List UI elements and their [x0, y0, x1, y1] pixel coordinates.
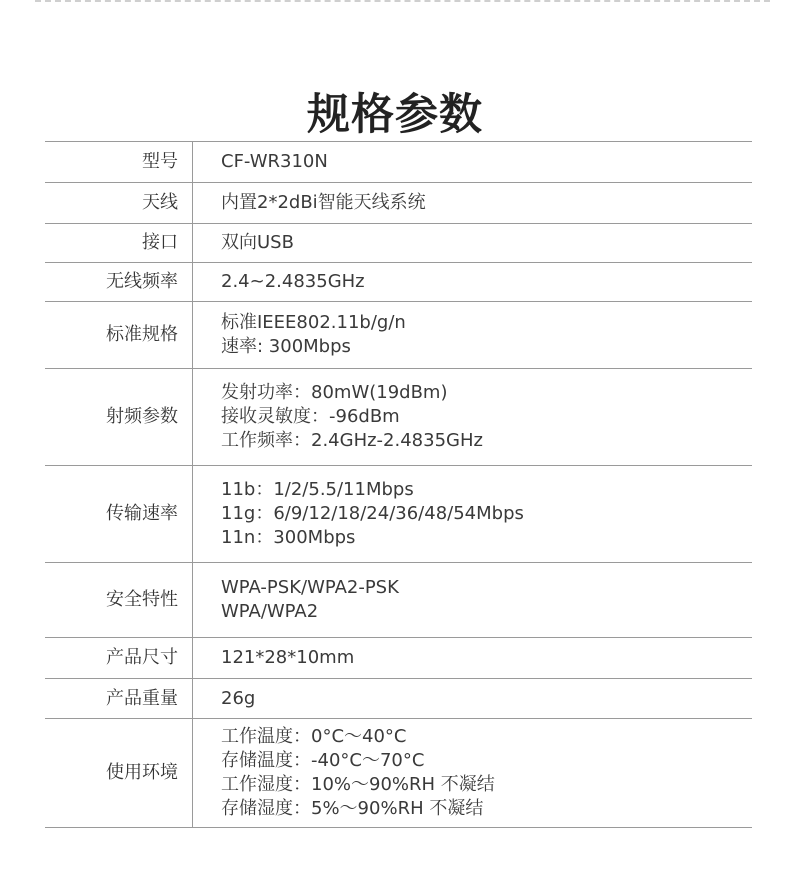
spec-value: [193, 224, 753, 263]
spec-label: 产品重量: [45, 679, 193, 719]
spec-value-line: 26g: [221, 687, 256, 709]
spec-value-line: 11n：300Mbps: [221, 527, 356, 548]
spec-row-antenna: [45, 183, 752, 224]
spec-label: 标准规格: [45, 302, 193, 369]
spec-row-security: [45, 563, 752, 638]
spec-row-weight: [45, 679, 752, 719]
top-dashed-divider: [35, 0, 770, 2]
spec-row-interface: [45, 224, 752, 263]
spec-value-line: 工作频率：2.4GHz-2.4835GHz: [221, 430, 483, 451]
spec-value-line: 2.4~2.4835GHz: [221, 271, 365, 292]
spec-row-size: [45, 638, 752, 679]
spec-value-line: 11b：1/2/5.5/11Mbps: [221, 479, 414, 500]
spec-value: [193, 466, 753, 563]
spec-row-rate: [45, 466, 752, 563]
spec-label: 安全特性: [45, 563, 193, 638]
spec-label: 无线频率: [45, 263, 193, 302]
page-title: 规格参数: [307, 89, 483, 140]
spec-row-environment: [45, 719, 752, 828]
spec-label: 射频参数: [45, 369, 193, 466]
spec-label: 传输速率: [45, 466, 193, 563]
spec-value-line: 工作温度：0°C～40°C: [221, 726, 407, 747]
spec-row-rf: [45, 369, 752, 466]
spec-value: [193, 302, 753, 369]
spec-value: [193, 563, 753, 638]
spec-value: [193, 369, 753, 466]
spec-value: [193, 679, 753, 719]
spec-label: 使用环境: [45, 719, 193, 828]
spec-value-line: 存储湿度：5%～90%RH 不凝结: [221, 798, 484, 819]
spec-label: 接口: [45, 224, 193, 263]
spec-value-line: WPA-PSK/WPA2-PSK: [221, 577, 399, 598]
spec-value-line: 速率: 300Mbps: [221, 336, 351, 357]
spec-value-line: 存储温度：-40°C～70°C: [221, 750, 425, 771]
spec-value: [193, 142, 753, 183]
spec-value-line: 发射功率：80mW(19dBm): [221, 382, 448, 403]
spec-label: 天线: [45, 183, 193, 224]
spec-value: [193, 263, 753, 302]
spec-value-line: CF-WR310N: [221, 151, 328, 172]
spec-value: [193, 183, 753, 224]
spec-label: 型号: [45, 142, 193, 183]
spec-value-line: 双向USB: [221, 232, 294, 253]
spec-value: [193, 719, 753, 828]
spec-value: [193, 638, 753, 679]
spec-row-standard: [45, 302, 752, 369]
spec-value-line: WPA/WPA2: [221, 601, 319, 622]
spec-value-line: 接收灵敏度：-96dBm: [221, 406, 400, 427]
spec-value-line: 121*28*10mm: [221, 647, 355, 668]
spec-value-line: 工作湿度：10%～90%RH 不凝结: [221, 774, 495, 795]
spec-row-frequency: [45, 263, 752, 302]
spec-table: [45, 141, 752, 828]
spec-label: 产品尺寸: [45, 638, 193, 679]
spec-row-model: [45, 142, 752, 183]
spec-value-line: 内置2*2dBi智能天线系统: [221, 192, 426, 213]
spec-value-line: 11g：6/9/12/18/24/36/48/54Mbps: [221, 503, 524, 524]
spec-value-line: 标准IEEE802.11b/g/n: [221, 312, 406, 333]
